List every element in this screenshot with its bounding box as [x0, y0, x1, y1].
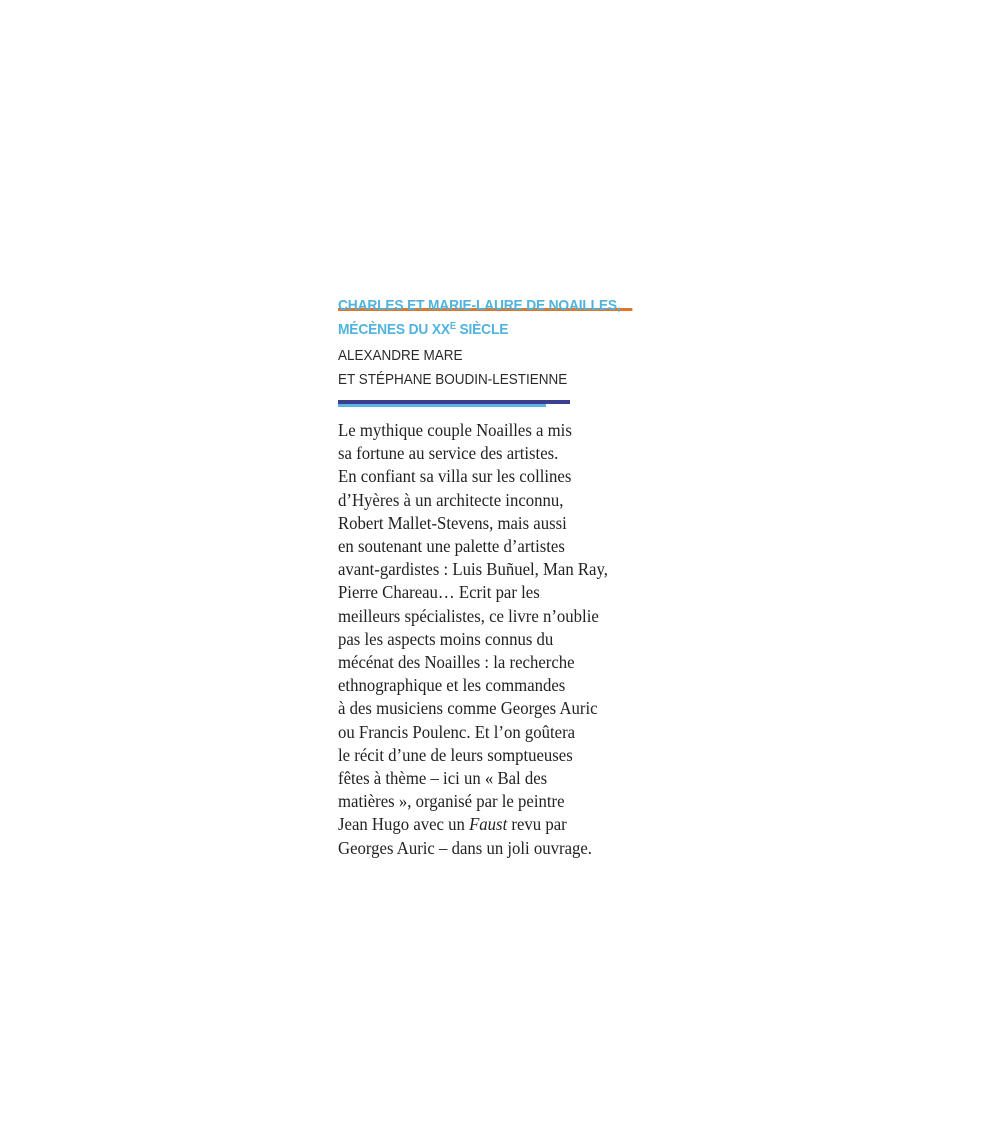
body-line: le récit d’une de leurs somptueuses [338, 744, 573, 765]
book-title-line-2: MÉCÈNES DU $XX^E$ SIÈCLE [338, 321, 509, 338]
body-line: fêtes à thème – ici un « Bal des [338, 768, 548, 789]
title-superscript: E [449, 321, 456, 332]
body-line: ou Francis Poulenc. Et l’on goûtera [338, 721, 576, 742]
author-line-1: ALEXANDRE MARE [338, 347, 463, 364]
body-line: meilleurs spécialistes, ce livre n’oublie [338, 605, 599, 626]
divider-blue-bar [338, 404, 546, 407]
body-line: avant-gardistes : Luis Buñuel, Man Ray, [338, 559, 608, 580]
divider-rule [338, 400, 570, 407]
review-body [338, 419, 648, 860]
body-line: Pierre Chareau… Ecrit par les [338, 582, 540, 603]
body-line: pas les aspects moins connus du [338, 628, 554, 649]
author-line-2: ET STÉPHANE BOUDIN-LESTIENNE [338, 371, 568, 388]
body-line: sa fortune au service des artistes. [338, 443, 559, 464]
faust-italic: Faust [469, 814, 508, 835]
body-line: Georges Auric – dans un joli ouvrage. [338, 837, 593, 858]
body-line: mécénat des Noailles : la recherche [338, 652, 575, 673]
body-line: Le mythique couple Noailles a mis [338, 420, 572, 440]
body-line: matières », organisé par le peintre [338, 791, 565, 812]
body-line-faust: Jean Hugo avec un Faust revu par [338, 814, 567, 835]
book-review-clipping [338, 294, 648, 860]
body-line: En confiant sa villa sur les collines [338, 466, 572, 487]
body-line: Robert Mallet-Stevens, mais aussi [338, 512, 567, 533]
body-line: d’Hyères à un architecte inconnu, [338, 489, 564, 510]
book-title-line-1: CHARLES ET MARIE-LAURE DE NOAILLES, [338, 294, 621, 318]
body-line: ethnographique et les commandes [338, 675, 566, 696]
body-line: à des musiciens comme Georges Auric [338, 698, 598, 719]
body-line: en soutenant une palette d’artistes [338, 536, 565, 557]
